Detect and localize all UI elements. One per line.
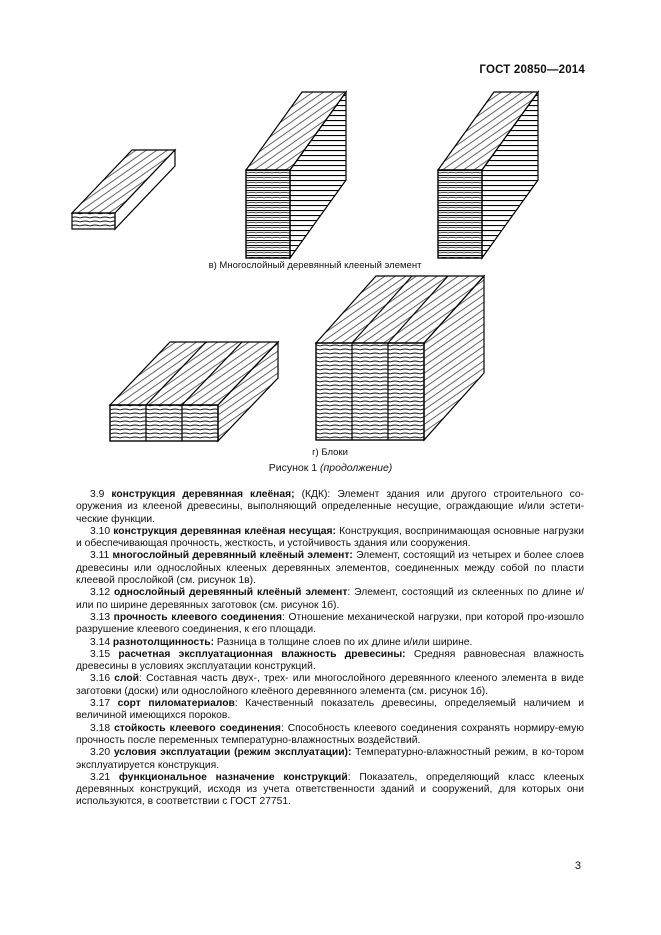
block-drawing-tall [316,276,484,440]
definition-3-10: 3.10 конструкция деревянная клеёная несущая: Конструкция, воспринимающая основные нагрузки и обеспечивающая прочность, жесткость, и устойчивость здания или сооружения. [76,525,584,550]
figure-title-italic: (продолжение) [319,462,393,474]
definition-3-21: 3.21 функциональное назначение конструкций: Показатель, определяющий класс клееных деревянных конструкций, исходя из учета ответственности зданий и сооружений, для которых они используются, в соответствии с ГОСТ 27751. [76,771,584,808]
block-drawing-flat [110,342,278,441]
definitions-text [76,489,584,809]
figure-caption-g: г) Блоки [312,447,348,458]
page-number: 3 [574,860,581,872]
document-code-header: ГОСТ 20850—2014 [479,64,585,76]
definition-3-9: 3.9 конструкция деревянная клеёная; (КДК): Элемент здания или другого строительного со-оружения из клееной древесины, выполняющий определенные несущие, ограждающие и/или эстети-ческие функции. [76,489,584,525]
figure-illustration [0,0,661,460]
figure-title [0,462,661,474]
figure-caption-v: в) Многослойный деревянный клееный элемент [208,260,422,271]
definition-3-13: 3.13 прочность клеевого соединения: Отношение механической нагрузки, при которой про-изошло разрушение клеевого соединения, к его площади. [76,611,584,636]
definition-3-12: 3.12 однослойный деревянный клеёный элемент: Элемент, состоящий из склеенных по длине и/или по ширине деревянных заготовок (см. рисунок 1б). [76,587,584,611]
definition-3-15: 3.15 расчетная эксплуатационная влажность древесины: Средняя равновесная влажность древесины в условиях эксплуатации конструкций. [76,648,584,673]
definition-3-18: 3.18 стойкость клеевого соединения: Способность клеевого соединения сохранять нормиру-емую прочность после переменных температурно-влажностных воздействий. [76,722,584,746]
single-layer-board-drawing [72,150,175,229]
definition-3-14: 3.14 разнотолщинность: Разница в толщине слоев по их длине и/или ширине. [90,636,473,648]
definition-3-20: 3.20 условия эксплуатации (режим эксплуатации): Температурно-влажностный режим, в ко-тором эксплуатируется конструкция. [76,747,584,771]
multilayer-element-drawing-2 [438,92,538,258]
multilayer-element-drawing-1 [246,92,346,258]
figure-title-prefix: Рисунок 1 [268,462,320,474]
definition-3-17: 3.17 сорт пиломатериалов: Качественный показатель древесины, определяемый наличием и величиной имеющихся пороков. [76,698,584,722]
definition-3-16: 3.16 слой: Составная часть двух-, трех- или многослойного деревянного клееного элемента в виде заготовки (доски) или однослойного клеёного деревянного элемента (см. рисунок 1б). [76,673,584,697]
definition-3-11: 3.11 многослойный деревянный клеёный элемент: Элемент, состоящий из четырех и более слоев древесины или однослойных клееных деревянных элементов, соединенных между собой по пласти клеевой прослойкой (см. рисунок 1в). [76,550,584,587]
